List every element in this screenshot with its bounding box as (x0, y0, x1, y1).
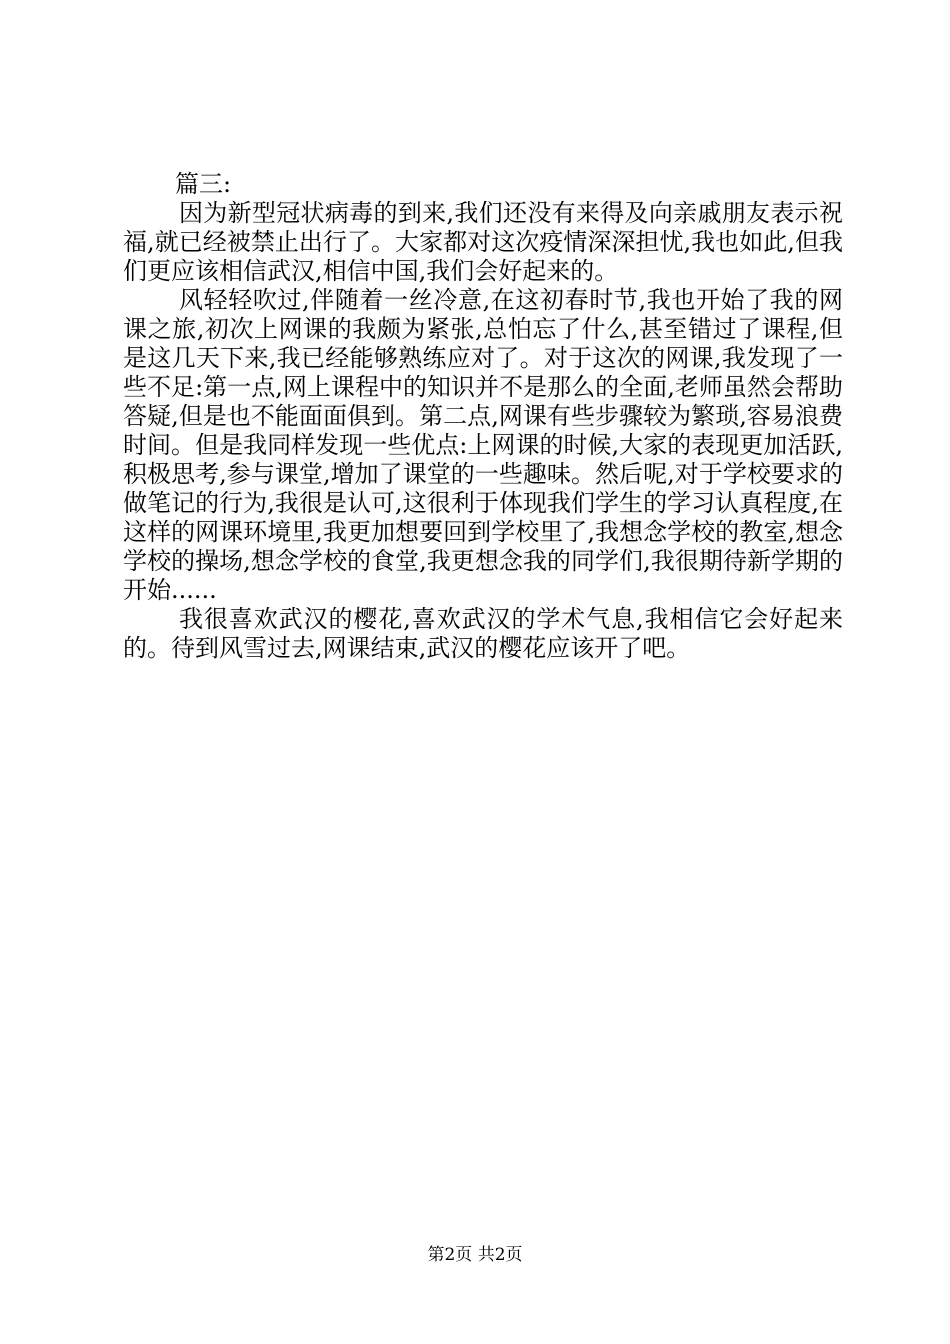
page-number-footer: 第2页 共2页 (427, 1245, 523, 1265)
section-heading: 篇三: (175, 170, 232, 198)
paragraph-2: 风轻轻吹过,伴随着一丝冷意,在这初春时节,我也开始了我的网课之旅,初次上网课的我颇为紧张,总怕忘了什么,甚至错过了课程,但是这几天下来,我已经能够熟练应对了。对于这次的网课,我发现了一些不足:第一点,网上课程中的知识并不是那么的全面,老师虽然会帮助答疑,但是也不能面面俱到。第二点,网课有些步骤较为繁琐,容易浪费时间。但是我同样发现一些优点:上网课的时候,大家的表现更加活跃,积极思考,参与课堂,增加了课堂的一些趣味。然后呢,对于学校要求的做笔记的行为,我很是认可,这很利于体现我们学生的学习认真程度,在这样的网课环境里,我更加想要回到学校里了,我想念学校的教室,想念学校的操场,想念学校的食堂,我更想念我的同学们,我很期待新学期的开始...... (123, 286, 843, 604)
document-body (123, 170, 843, 663)
paragraph-3: 我很喜欢武汉的樱花,喜欢武汉的学术气息,我相信它会好起来的。待到风雪过去,网课结束,武汉的樱花应该开了吧。 (123, 605, 843, 662)
paragraph-1: 因为新型冠状病毒的到来,我们还没有来得及向亲戚朋友表示祝福,就已经被禁止出行了。大家都对这次疫情深深担忧,我也如此,但我们更应该相信武汉,相信中国,我们会好起来的。 (123, 199, 843, 285)
